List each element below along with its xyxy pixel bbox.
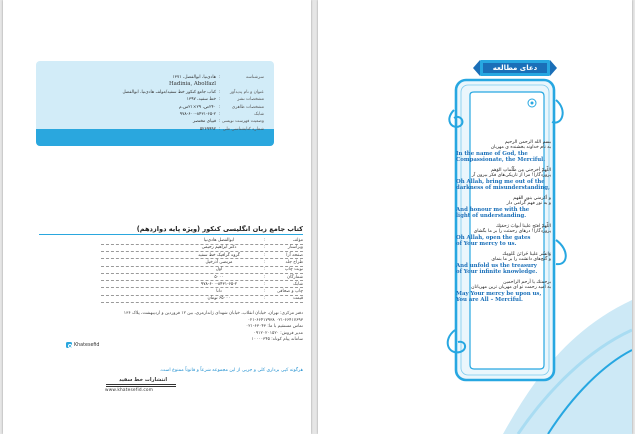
- address-line: دفتر مرکزی: تهران، خیابان انقلاب، خیابان شهدای ژاندارمری، بین ۱۲ فروردین و اردیبهشت، پلاک ۱۳۶: [123, 311, 303, 316]
- instagram-icon: [66, 342, 72, 348]
- catalog-colon: :: [218, 126, 220, 132]
- catalog-colon: :: [218, 112, 220, 117]
- detail-value: ۵۰۰۰: [214, 274, 224, 280]
- catalog-value: کتاب جامع کنکور خط سفید/مولف هادی‌نیا، ابوالفضل: [122, 89, 216, 95]
- prayer-english-line: Compassionate, the Merciful.: [456, 157, 546, 164]
- detail-divider: [101, 302, 303, 303]
- catalog-label: عنوان و نام پدیدآور: [229, 89, 264, 95]
- catalog-value: Hadinia, Abolfazl: [168, 81, 216, 88]
- prayer-arabic-line: به نام خداوند بخشنده ی مهربان: [490, 145, 551, 151]
- detail-label: نوبت چاپ: [284, 267, 303, 273]
- prayer-arabic-line: پروردگارا! درهای رحمتت را بر ما بگشای: [473, 229, 551, 235]
- address-line: سامانه پیام کوتاه: ۱۰۰۰۰۳۴۵: [251, 337, 303, 343]
- catalog-label: مشخصات نشر: [237, 97, 264, 103]
- header-label: دعای مطالعه: [492, 64, 538, 72]
- detail-colon: :: [263, 289, 265, 295]
- website-text[interactable]: www.khatesefid.com: [105, 388, 154, 393]
- instagram-handle: Khatesefid: [74, 342, 100, 348]
- prayer-english-line: darkness of misunderstanding,: [456, 185, 550, 192]
- publisher-address: [23, 311, 303, 351]
- detail-value: مرتضی آذرخیل: [205, 259, 233, 265]
- detail-colon: :: [263, 238, 265, 243]
- catalog-value: خط سفید، ۱۳۹۷: [186, 97, 216, 103]
- detail-value: دکتر ابراهیم رحیمی: [201, 245, 237, 251]
- prayer-english-line: And unfold us the treasury: [456, 262, 537, 269]
- prayer-arabic-line: پروردگارا! مرا از تاریکی‌های فکر بیرون آر: [471, 173, 551, 179]
- prayer-arabic-line: بسم الله الرحمن الرحیم: [504, 140, 551, 145]
- detail-value: ۹۷۸-۶۰۰-۸۴۳۱-۶۵-۲: [200, 281, 238, 287]
- detail-label: مؤلف: [292, 238, 303, 243]
- detail-label: صفحه آرا: [286, 252, 303, 258]
- prayer-english-line: light of understanding.: [456, 213, 527, 220]
- detail-colon: :: [263, 296, 265, 302]
- prayer-english-line: And honour me with the: [456, 206, 530, 213]
- detail-value: دانا: [216, 289, 222, 295]
- catalog-value: ۹۷۸-۶۰۰-۸۴۳۱-۶۵-۲: [179, 112, 216, 117]
- address-line: مدیر فروش: ۰۹۱۲۰۲۰۱۵۲۰: [253, 330, 303, 336]
- prayer-english-line: of Your infinite knowledge.: [456, 269, 538, 276]
- catalog-label: سرشناسه: [245, 75, 264, 80]
- title-underline: [39, 234, 303, 235]
- detail-value: اول: [215, 267, 223, 273]
- prayer-arabic-line: و به نور فهم گرامی دار: [506, 201, 551, 207]
- prayer-arabic-line: به امید رحمت تو ای مهربان ترین مهربانان: [471, 285, 551, 291]
- catalog-label: شابک: [254, 112, 264, 117]
- catalog-label: مشخصات ظاهری: [231, 104, 264, 110]
- address-line: ۰۲۱-۶۶۴۱۷۶۹۳ ۰۲۱-۶۶۴۱۷۹۳۸: [247, 317, 303, 323]
- prayer-arabic-line: برحمتك يا أرحم الراحمين: [503, 280, 551, 285]
- catalog-value: ۵۲۶۹۹۹۲: [199, 126, 216, 132]
- book-title: کتاب جامع زبان انگلیسی کنکور (ویژه پایه دوازدهم): [136, 225, 303, 233]
- address-line: تماس مستقیم با ما: ۶۳۰۴۳-۰۲۱: [245, 324, 303, 330]
- detail-label: طراح جلد: [285, 259, 303, 265]
- catalog-colon: :: [218, 89, 220, 95]
- prayer-arabic-line: اللّهمّ افتَح علينا أبوابَ رَحمَتِك: [496, 224, 551, 229]
- detail-value: گروه گرافیک خط سفید: [198, 252, 240, 258]
- prayer-english-line: Oh Allah, bring me out of the: [456, 178, 545, 185]
- detail-label: شمارگان: [287, 274, 303, 280]
- logo-text: انتشارات خط سفید: [119, 377, 168, 383]
- detail-colon: :: [263, 259, 265, 265]
- prayer-arabic-line: و أكرمني بنورِ الفَهم: [513, 196, 551, 201]
- prayer-english-line: May Your mercy be upon us,: [456, 290, 542, 297]
- left-page: [3, 0, 311, 434]
- detail-label: چاپ و صحافی: [276, 289, 303, 295]
- instagram-badge[interactable]: [66, 342, 99, 348]
- prayer-text: [456, 140, 551, 365]
- catalog-value: هادی‌نیا، ابوالفضل، ۱۳۷۱: [172, 75, 216, 80]
- detail-label: قیمت: [292, 296, 303, 302]
- catalog-colon: :: [218, 75, 220, 80]
- catalog-colon: :: [218, 119, 220, 125]
- catalog-value: ۲۴۰ص، ۲۹×۲۱س.م: [178, 104, 216, 110]
- prayer-english-line: of Your mercy to us.: [456, 241, 517, 248]
- catalog-value: فیپای مختصر: [192, 119, 216, 125]
- prayer-english-line: You are All – Merciful.: [456, 297, 523, 304]
- detail-value: ۶۵۰۰۰ تومان: [207, 296, 231, 302]
- right-page: [318, 0, 632, 434]
- detail-colon: :: [263, 274, 265, 280]
- detail-label: شابک: [293, 281, 303, 287]
- detail-label: ویراستار: [287, 245, 303, 251]
- catalog-colon: :: [218, 97, 220, 103]
- detail-colon: :: [263, 281, 265, 287]
- catalog-colon: :: [218, 104, 220, 110]
- copyright-notice: هرگونه کپی برداری کلی و جزیی از این مجموعه شرعاً و قانوناً ممنوع است.: [159, 368, 303, 373]
- detail-colon: :: [263, 252, 265, 258]
- detail-value: ابوالفضل هادی‌نیا: [203, 238, 235, 243]
- detail-colon: :: [263, 267, 265, 273]
- prayer-arabic-line: اللّهمّ أخرجني مِن ظُلُماتِ الوَهم: [491, 168, 551, 173]
- prayer-english-line: Oh Allah, open the gates: [456, 234, 531, 241]
- detail-colon: :: [263, 245, 265, 251]
- catalog-label: شماره کتابشناسی ملی: [222, 126, 264, 132]
- publisher-logo: [105, 376, 177, 398]
- prayer-arabic-line: و گنج‌های دانشت را بر ما بنمای: [491, 257, 551, 263]
- catalog-label: وضعیت فهرست نویسی: [221, 119, 264, 125]
- catalog-list: [59, 75, 264, 135]
- prayer-arabic-line: وَانشُر علينا خَزائنَ عُلومِك: [502, 252, 551, 257]
- prayer-english-line: In the name of God, the: [456, 150, 528, 157]
- book-details: [101, 238, 303, 304]
